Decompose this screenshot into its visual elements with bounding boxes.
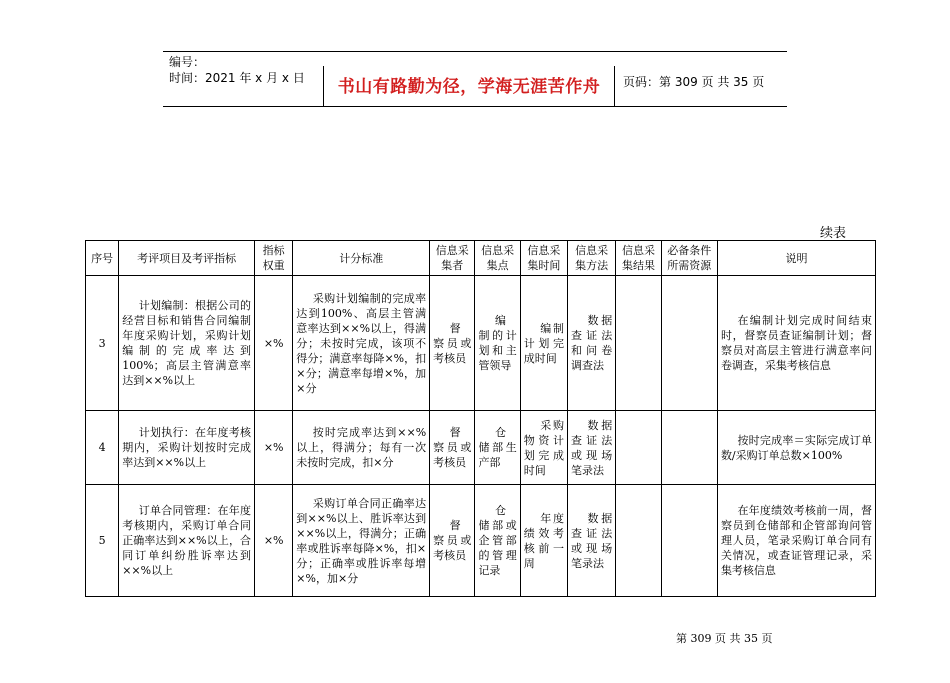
row-method: 数据查证法和问卷调查法 — [568, 276, 616, 411]
row-weight: ×% — [255, 411, 293, 485]
row-resources — [661, 411, 717, 485]
col-header-item: 考评项目及考评指标 — [119, 241, 255, 276]
row-time: 年度绩效考核前一周 — [520, 485, 567, 597]
col-header-weight: 指标权重 — [255, 241, 293, 276]
row-resources — [661, 485, 717, 597]
row-note: 在编制计划完成时间结束时，督察员查证编制计划；督察员对高层主管进行满意率问卷调查，采集考核信息 — [717, 276, 875, 411]
col-header-note: 说明 — [717, 241, 875, 276]
row-note: 在年度绩效考核前一周，督察员到仓储部和企管部询问管理人员，笔录采购订单合同有关情况，或查证管理记录，采集考核信息 — [717, 485, 875, 597]
row-number: 4 — [86, 411, 119, 485]
row-result — [616, 411, 661, 485]
row-time: 采购物资计划完成时间 — [520, 411, 567, 485]
row-weight: ×% — [255, 276, 293, 411]
row-collector: 督察员或考核员 — [430, 276, 475, 411]
col-header-no: 序号 — [86, 241, 119, 276]
motto-text: 书山有路勤为径，学海无涯苦作舟 — [337, 77, 601, 97]
document-time-label: 时间：2021 年 x 月 x 日 — [169, 71, 305, 85]
table-row — [86, 485, 876, 597]
row-resources — [661, 276, 717, 411]
table-header-row — [86, 241, 876, 276]
row-method: 数据查证法或现场笔录法 — [568, 485, 616, 597]
document-number-label: 编号： — [169, 55, 206, 69]
row-point: 仓储部或企管部的管理记录 — [475, 485, 520, 597]
row-scoring: 采购计划编制的完成率达到100%、高层主管满意率达到××%以上，得满分；未按时完成，该项不得分；满意率每降×%，扣×分；满意率每增×%，加×分 — [293, 276, 430, 411]
evaluation-table — [85, 240, 876, 597]
header-meta — [169, 54, 305, 86]
page-footer: 第 309 页 共 35 页 — [676, 632, 773, 645]
table-row — [86, 276, 876, 411]
row-result — [616, 276, 661, 411]
row-result — [616, 485, 661, 597]
row-point: 编制的计划和主管领导 — [475, 276, 520, 411]
row-collector: 督察员或考核员 — [430, 485, 475, 597]
row-scoring: 采购订单合同正确率达到××%以上、胜诉率达到××%以上，得满分；正确率或胜诉率每降×%，扣×分；正确率或胜诉率每增×%，加×分 — [293, 485, 430, 597]
col-header-scoring: 计分标准 — [293, 241, 430, 276]
row-number: 5 — [86, 485, 119, 597]
row-method: 数据查证法或现场笔录法 — [568, 411, 616, 485]
col-header-time: 信息采集时间 — [520, 241, 567, 276]
col-header-collector: 信息采集者 — [430, 241, 475, 276]
col-header-resources: 必备条件所需资源 — [661, 241, 717, 276]
col-header-result: 信息采集结果 — [616, 241, 661, 276]
header-page-label: 页码：第 309 页 共 35 页 — [623, 75, 765, 89]
table-row — [86, 411, 876, 485]
row-item: 订单合同管理：在年度考核期内，采购订单合同正确率达到××%以上，合同订单纠纷胜诉率达到××%以上 — [119, 485, 255, 597]
col-header-method: 信息采集方法 — [568, 241, 616, 276]
header-bottom-rule — [163, 106, 787, 107]
motto-box — [323, 66, 615, 107]
header-top-rule — [163, 51, 787, 52]
row-time: 编制计划完成时间 — [520, 276, 567, 411]
row-note: 按时完成率＝实际完成订单数/采购订单总数×100% — [717, 411, 875, 485]
document-header — [163, 51, 787, 107]
row-item: 计划执行：在年度考核期内，采购计划按时完成率达到××%以上 — [119, 411, 255, 485]
row-number: 3 — [86, 276, 119, 411]
row-collector: 督察员或考核员 — [430, 411, 475, 485]
continued-label: 续表 — [820, 226, 847, 241]
col-header-point: 信息采集点 — [475, 241, 520, 276]
row-weight: ×% — [255, 485, 293, 597]
row-point: 仓储部生产部 — [475, 411, 520, 485]
row-scoring: 按时完成率达到××%以上，得满分；每有一次未按时完成，扣×分 — [293, 411, 430, 485]
row-item: 计划编制：根据公司的经营目标和销售合同编制年度采购计划，采购计划编制的完成率达到100%；高层主管满意率达到××%以上 — [119, 276, 255, 411]
